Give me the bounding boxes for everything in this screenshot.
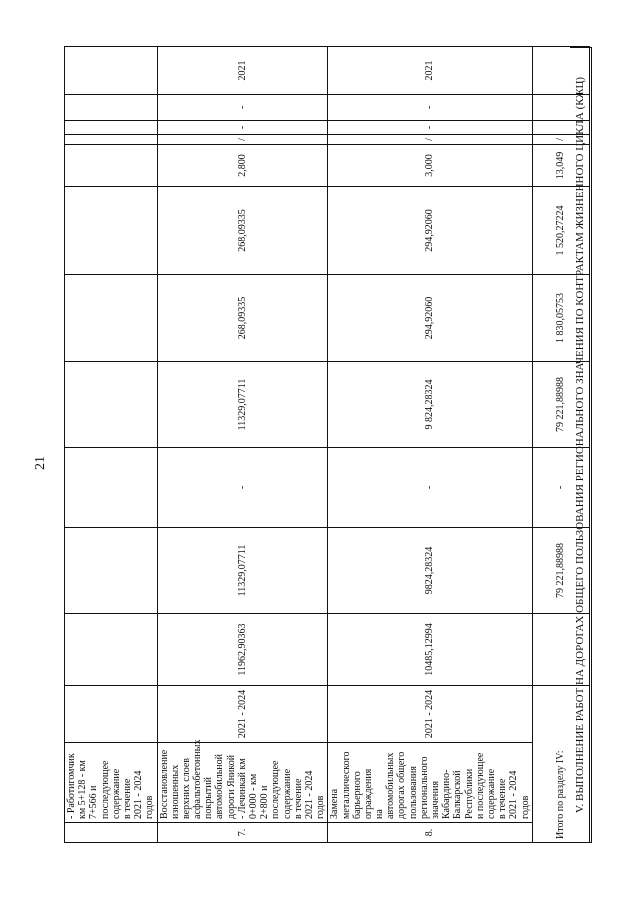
table-row: [65, 47, 158, 843]
total-value: /: [532, 135, 589, 145]
value-cell: 268,09335: [157, 187, 328, 275]
value-cell: -: [328, 121, 532, 135]
funds-fed-cell: [65, 448, 158, 528]
funds-fed-cell: -: [157, 448, 328, 528]
table-row: [328, 47, 532, 843]
year-cell: [65, 47, 158, 95]
total-funds-reg: 79 221,88988: [532, 362, 589, 448]
funds-reg-cell: 9 824,28324: [328, 362, 532, 448]
cost-cell: 10485,12994: [328, 614, 532, 686]
total-value: 13,049: [532, 145, 589, 187]
value-cell: [65, 95, 158, 121]
value-cell: [65, 187, 158, 275]
section-title: V. ВЫПОЛНЕНИЕ РАБОТ НА ДОРОГАХ ОБЩЕГО ПОЛЬЗОВАНИЯ РЕГИОНАЛЬНОГО ЗНАЧЕНИЯ ПО КОНТРАКТАМ ЖИЗНЕННОГО ЦИКЛА (КЖЦ): [570, 47, 592, 843]
works-table: [64, 46, 590, 843]
total-label: Итого по разделу IV:: [532, 686, 589, 843]
funds-total-cell: 9824,28324: [328, 528, 532, 614]
period-cell: [65, 686, 158, 743]
year-cell: 2021: [157, 47, 328, 95]
total-value: 1 830,05753: [532, 275, 589, 362]
cost-cell: [65, 614, 158, 686]
value-cell: [65, 275, 158, 362]
table-row: [157, 47, 328, 843]
funds-fed-cell: -: [328, 448, 532, 528]
value-cell: [65, 135, 158, 145]
value-cell: 2,800: [157, 145, 328, 187]
rotated-page-content: [64, 47, 586, 843]
period-cell: 2021 - 2024: [328, 686, 532, 743]
funds-total-cell: [65, 528, 158, 614]
total-funds-total: 79 221,88988: [532, 528, 589, 614]
page-number: 21: [33, 456, 48, 470]
funds-reg-cell: [65, 362, 158, 448]
value-cell: 268,09335: [157, 275, 328, 362]
total-value: 1 520,27224: [532, 187, 589, 275]
work-name: Восстановление изношенных верхних слоев асфальтобетонных покрытий автомобильной дороги Яникой - Лечинкай км 0+000 - км 2+800 и последующее содержание в течение 2021 - 2024 годов: [157, 743, 328, 823]
total-funds-fed: -: [532, 448, 589, 528]
period-cell: 2021 - 2024: [157, 686, 328, 743]
row-number: 7.: [157, 823, 328, 843]
value-cell: [65, 121, 158, 135]
value-cell: -: [157, 121, 328, 135]
value-cell: -: [328, 95, 532, 121]
row-number: 8.: [328, 823, 532, 843]
value-cell: [65, 145, 158, 187]
work-name: - Работигомчик км 5+128 - км 7+566 и последующее содержание в течение 2021 - 2024 годов: [65, 743, 158, 823]
work-name: Замена металлического барьерного ограждения на автомобильных дорогах общего пользования регионального значения Кабардино- Балкарской Республики и последующее содержание в течение 2021 - 2024 годов: [328, 743, 532, 823]
value-cell: -: [157, 95, 328, 121]
year-cell: 2021: [328, 47, 532, 95]
row-number: [65, 823, 158, 843]
value-cell: /: [157, 135, 328, 145]
funds-total-cell: 11329,07711: [157, 528, 328, 614]
value-cell: 294,92060: [328, 187, 532, 275]
value-cell: 294,92060: [328, 275, 532, 362]
cost-cell: 11962,90363: [157, 614, 328, 686]
value-cell: 3,000: [328, 145, 532, 187]
value-cell: /: [328, 135, 532, 145]
funds-reg-cell: 11329,07711: [157, 362, 328, 448]
